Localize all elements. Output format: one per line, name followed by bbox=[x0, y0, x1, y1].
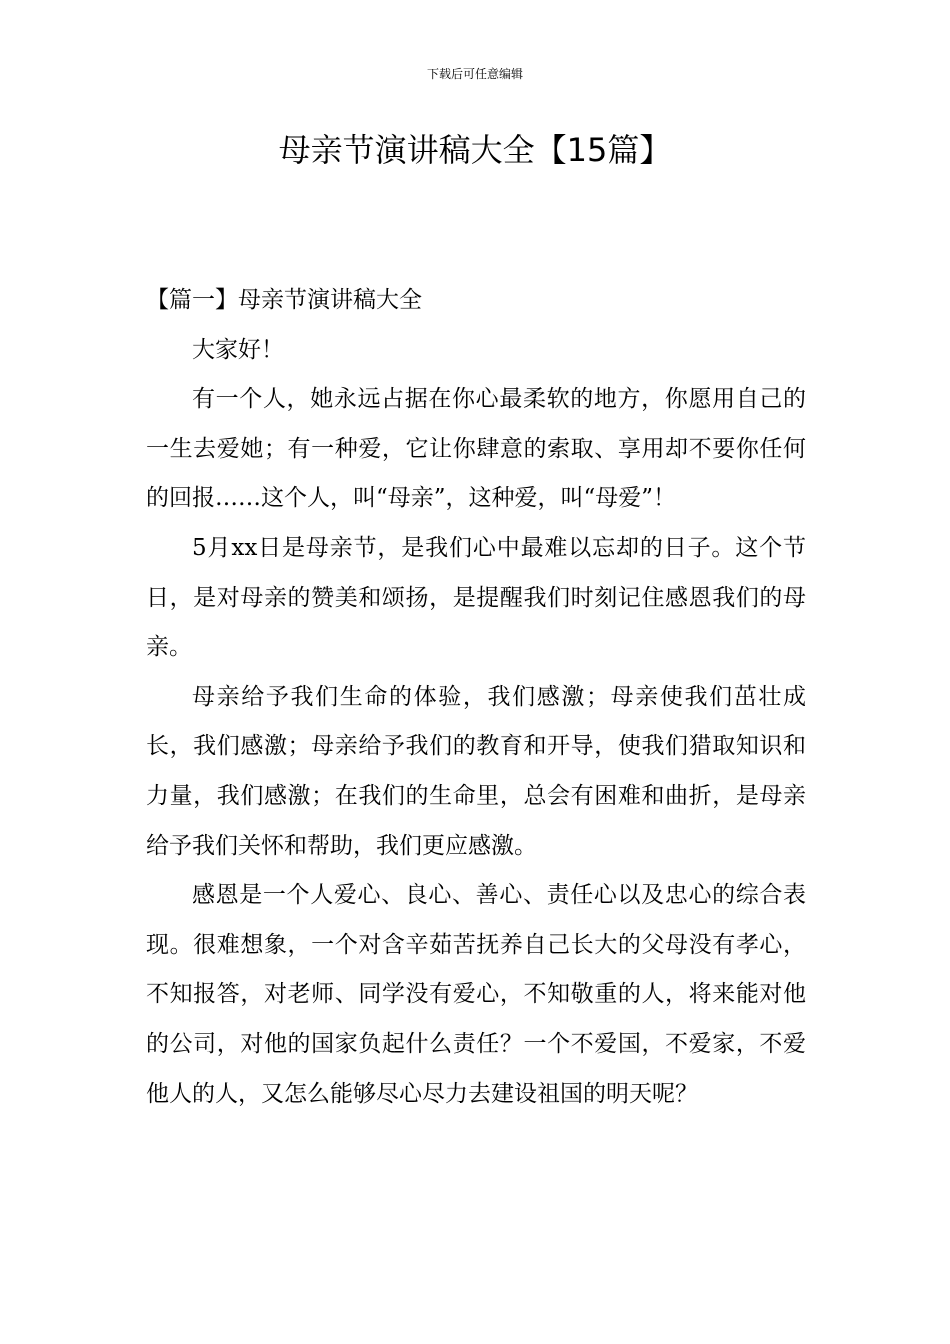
document-title: 母亲节演讲稿大全【15篇】 bbox=[278, 131, 672, 169]
paragraph: 母亲给予我们生命的体验，我们感激；母亲使我们茁壮成长，我们感激；母亲给予我们的教育和开导，使我们猎取知识和力量，我们感激；在我们的生命里，总会有困难和曲折，是母亲给予我们关怀和帮助，我们更应感激。 bbox=[146, 683, 806, 859]
page-header-note: 下载后可任意编辑 bbox=[426, 67, 523, 81]
paragraph: 有一个人，她永远占据在你心最柔软的地方，你愿用自己的一生去爱她；有一种爱，它让你肆意的索取、享用却不要你任何的回报……这个人，叫“母亲”，这种爱，叫“母爱”！ bbox=[146, 386, 806, 512]
paragraph: 感恩是一个人爱心、良心、善心、责任心以及忠心的综合表现。很难想象，一个对含辛茹苦抚养自己长大的父母没有孝心，不知报答，对老师、同学没有爱心，不知敬重的人，将来能对他的公司，对他的国家负起什么责任？一个不爱国，不爱家，不爱他人的人，又怎么能够尽心尽力去建设祖国的明天呢？ bbox=[146, 882, 806, 1107]
document-body bbox=[146, 276, 806, 1119]
paragraph-greeting: 大家好！ bbox=[192, 336, 284, 363]
section-heading: 【篇一】母亲节演讲稿大全 bbox=[146, 287, 422, 313]
paragraph: 5月xx日是母亲节，是我们心中最难以忘却的日子。这个节日，是对母亲的赞美和颂扬，是提醒我们时刻记住感恩我们的母亲。 bbox=[146, 534, 806, 661]
